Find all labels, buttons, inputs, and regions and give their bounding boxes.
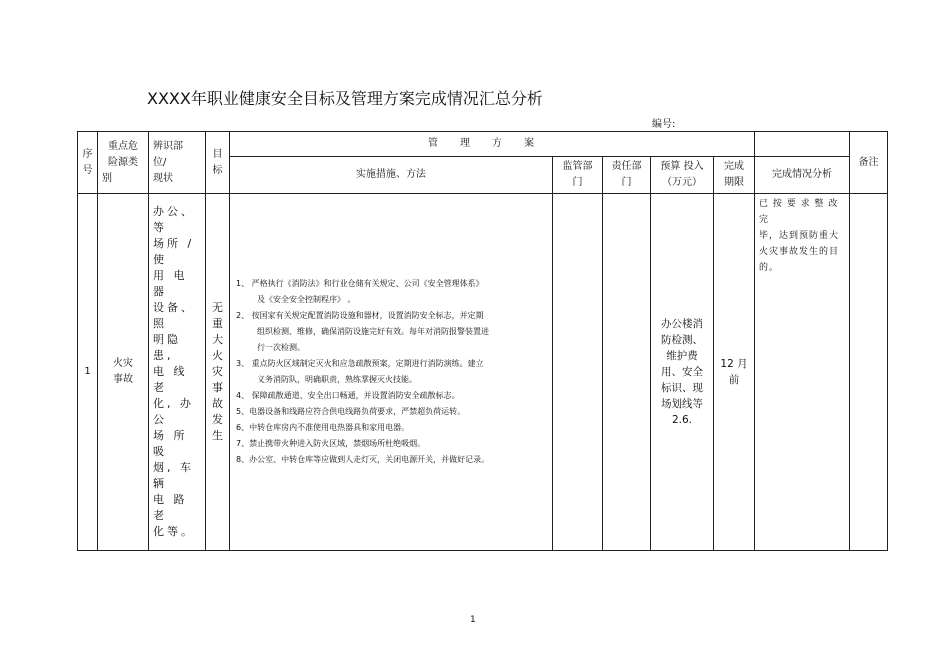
row-identify-location: 办公、等 场所 / 使 用 电 器 设备、照 明隐患, 电 线 老 化, 办公 场 所 吸 烟, 车辆 电 路 老 化等。 xyxy=(149,194,206,551)
header-target: 目 标 xyxy=(206,132,230,194)
header-hazard-type: 重点危 险源类 别 xyxy=(98,132,149,194)
header-budget: 预算 投入 （万元） xyxy=(651,157,714,194)
row-supervising-dept xyxy=(553,194,603,551)
header-supervising-dept: 监管部 门 xyxy=(553,157,603,194)
row-budget: 办公楼消 防检测、 维护费 用、安全 标识、现 场划线等 2.6. xyxy=(651,194,714,551)
measure-line: 5、电器设备和线路应符合供电线路负荷要求，严禁超负荷运转。 xyxy=(236,407,466,416)
header-responsible-dept: 责任部 门 xyxy=(603,157,651,194)
row-target: 无 重 大 火 灾 事 故 发 生 xyxy=(206,194,230,551)
table-row xyxy=(78,194,888,551)
measure-line: 组织检测、维修，确保消防设施完好有效。每年对消防报警装置进 xyxy=(257,327,489,336)
header-measures: 实施措施、方法 xyxy=(230,157,553,194)
row-completion-analysis: 已 按 要 求 整 改 完 毕，达到预防重大 火灾事故发生的目 的。 xyxy=(755,194,850,551)
measure-line: 6、中转仓库房内不准使用电热器具和家用电器。 xyxy=(236,423,410,432)
header-identify-location: 辨识部 位/ 现状 xyxy=(149,132,206,194)
measure-line: 及《安全安全控制程序》 。 xyxy=(257,295,356,304)
row-measures xyxy=(230,194,553,551)
row-responsible-dept xyxy=(603,194,651,551)
measure-line: 4、 保障疏散通道、安全出口畅通，并设置消防安全疏散标志。 xyxy=(236,391,460,400)
page-number: 1 xyxy=(470,615,476,625)
document-number-label: 编号: xyxy=(652,119,676,130)
header-completion-analysis: 完成情况分析 xyxy=(755,157,850,194)
measure-line: 行一次检测。 xyxy=(257,343,305,352)
measure-line: 义务消防队，明确职责，熟练掌握灭火技能。 xyxy=(257,375,417,384)
header-row-1 xyxy=(78,132,888,157)
row-deadline: 12 月 前 xyxy=(714,194,755,551)
measure-line: 2、 按国家有关规定配置消防设施和器材，设置消防安全标志，并定期 xyxy=(236,311,484,320)
header-remark: 备注 xyxy=(850,132,888,194)
header-blank-analysis-top xyxy=(755,132,850,157)
summary-table xyxy=(77,131,888,551)
header-management-plan: 管理方案 xyxy=(230,132,755,157)
document-title: XXXX年职业健康安全目标及管理方案完成情况汇总分析 xyxy=(147,89,543,108)
header-deadline: 完成 期限 xyxy=(714,157,755,194)
measure-line: 8、办公室、中转仓库等应做到人走灯灭，关闭电源开关，并做好记录。 xyxy=(236,455,490,464)
row-seq: 1 xyxy=(78,194,98,551)
row-hazard-type: 火灾 事故 xyxy=(98,194,149,551)
measure-line: 1、 严格执行《消防法》和行业仓储有关规定、公司《安全管理体系》 xyxy=(236,279,484,288)
measure-line: 3、 重点防火区域制定灭火和应急疏散预案，定期进行消防演练。建立 xyxy=(236,359,484,368)
row-remark xyxy=(850,194,888,551)
measure-line: 7、禁止携带火种进入防火区域，禁烟场所杜绝吸烟。 xyxy=(236,439,426,448)
header-seq: 序 号 xyxy=(78,132,98,194)
